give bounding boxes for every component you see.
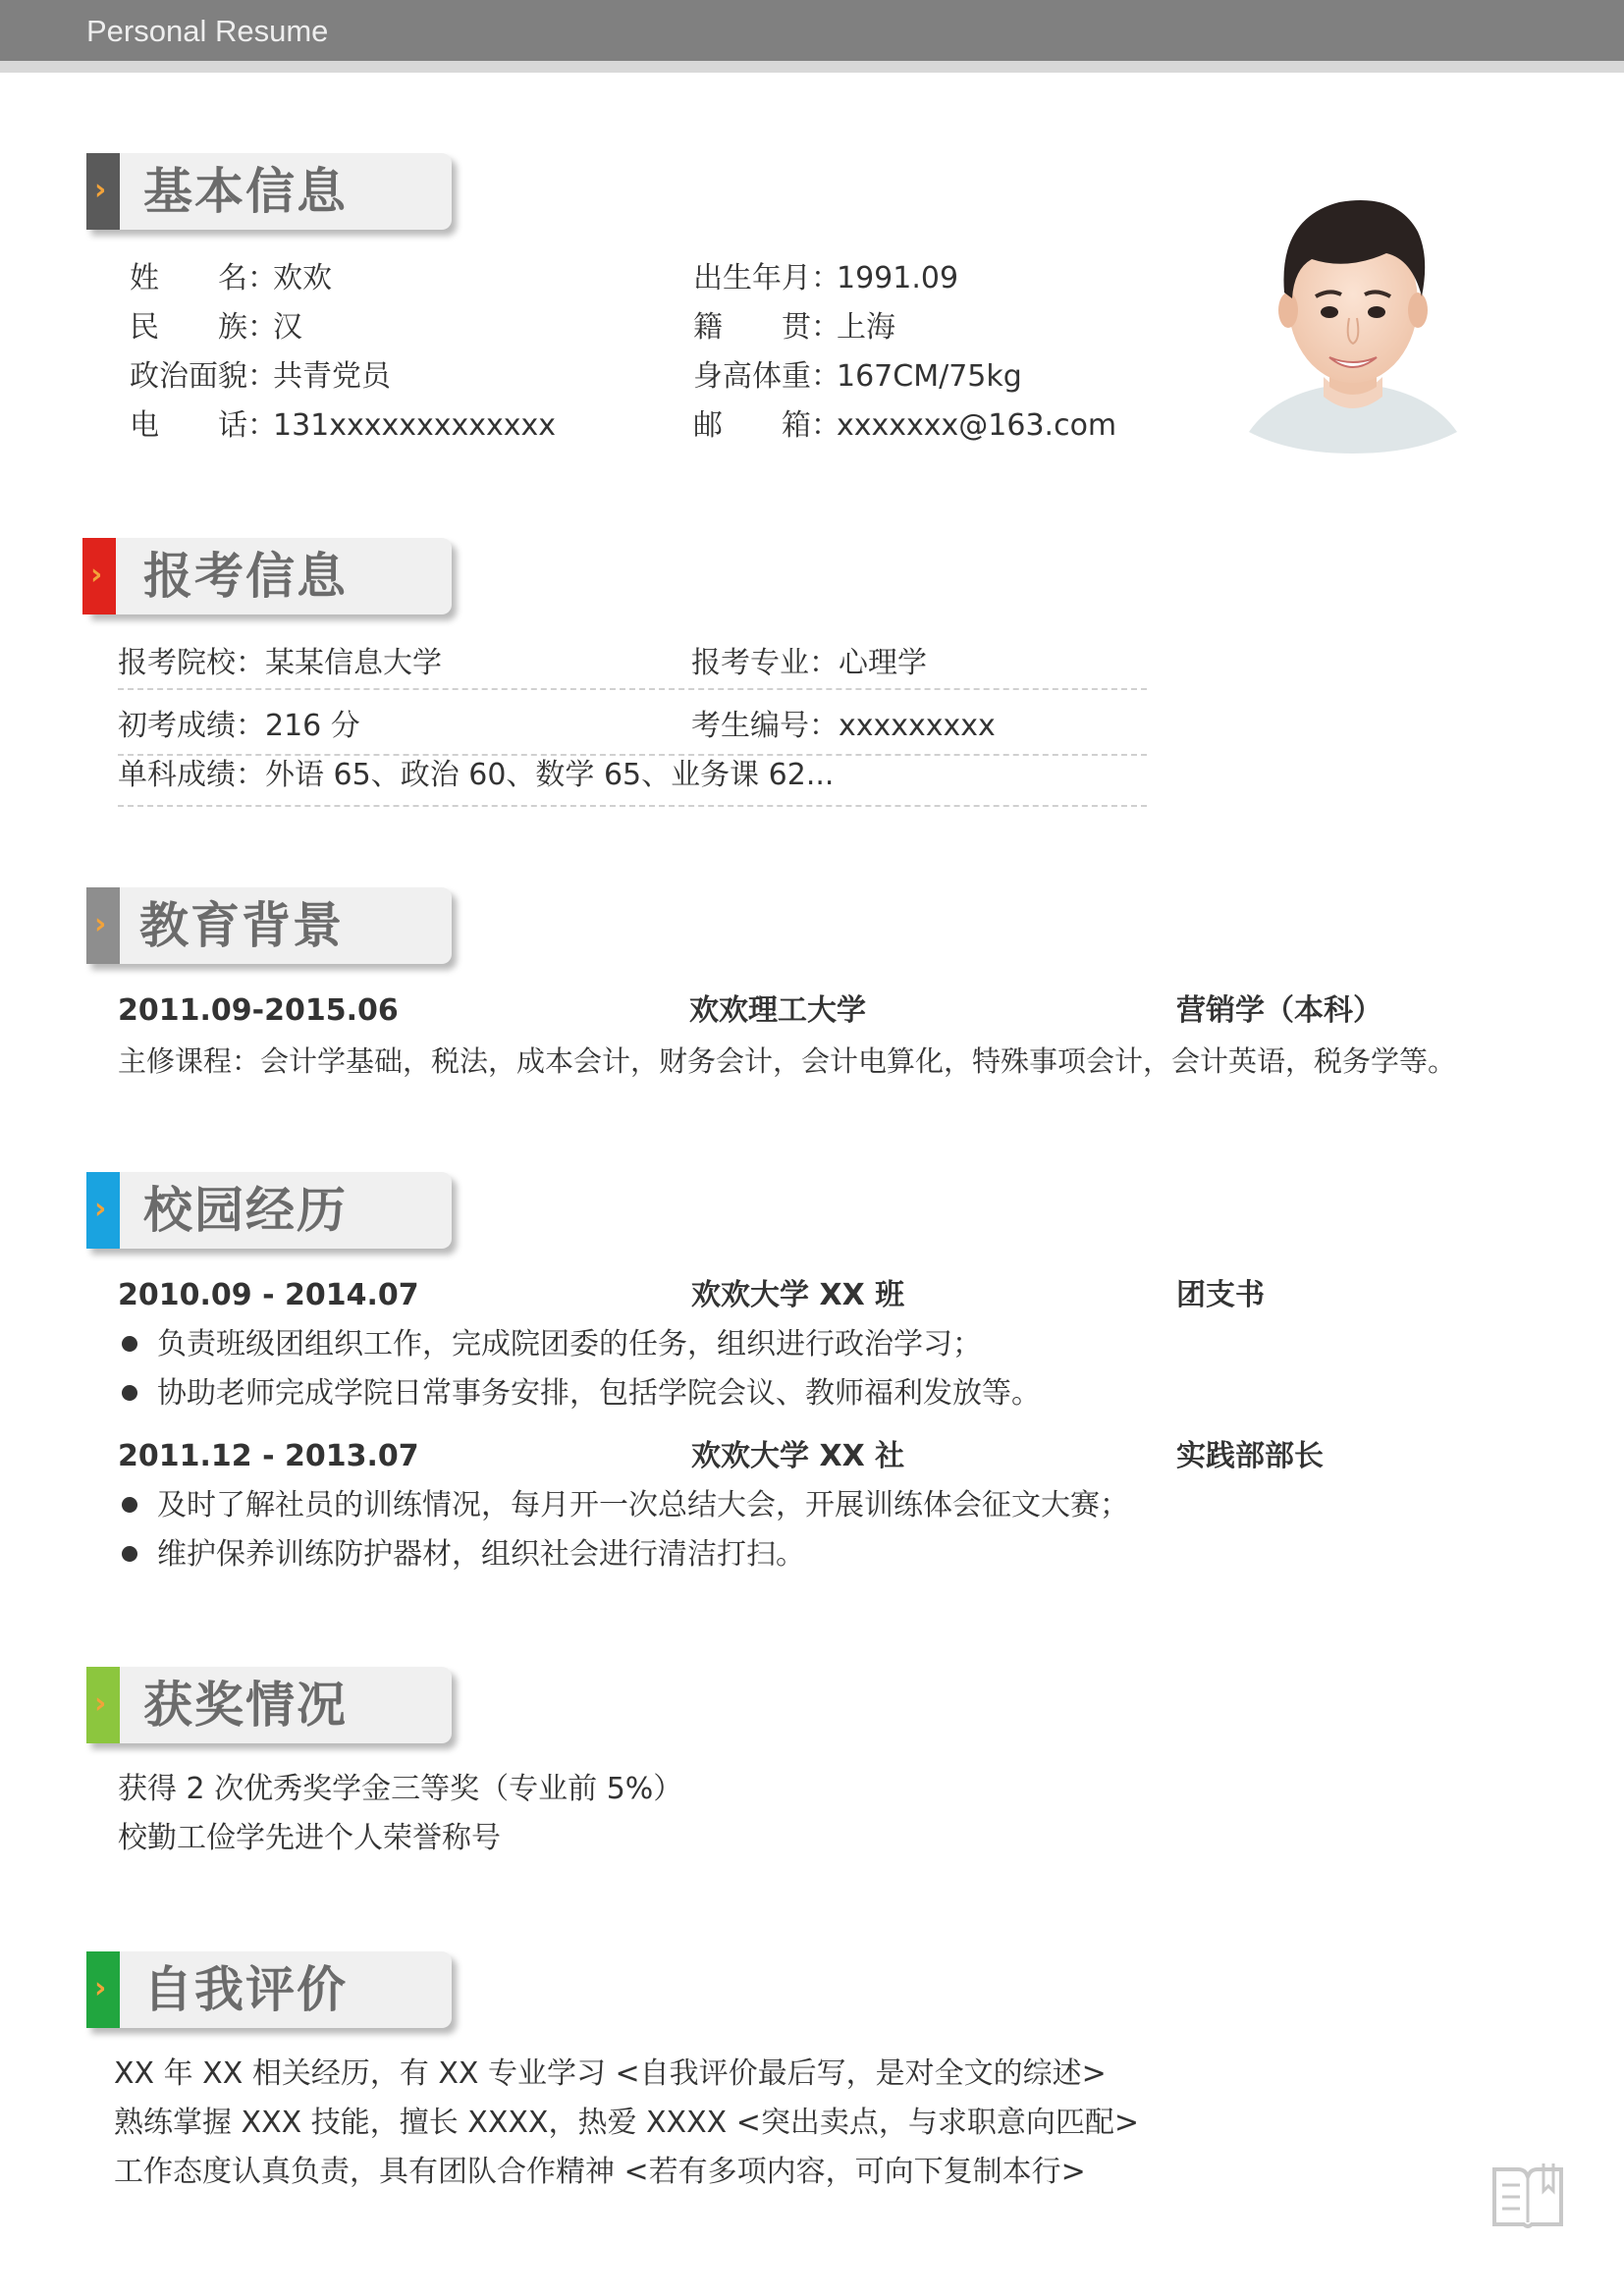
bullet-icon	[122, 1497, 137, 1513]
edu-period: 2011.09-2015.06	[118, 993, 399, 1028]
self-eval-line: 熟练掌握 XXX 技能，擅长 XXXX，热爱 XXXX <突出卖点，与求职意向匹配>	[114, 2106, 1140, 2140]
section-header-awards	[86, 1667, 452, 1743]
campus-org: 欢欢大学 XX 社	[691, 1439, 905, 1473]
section-tab-education	[86, 887, 120, 964]
section-title-campus: 校园经历	[143, 1182, 348, 1239]
self-eval-line: 工作态度认真负责，具有团队合作精神 <若有多项内容，可向下复制本行>	[114, 2155, 1086, 2189]
phone-value: 131xxxxxxxxxxxxx	[273, 408, 557, 443]
section-header-self	[86, 1951, 452, 2028]
native-value: 上海	[837, 310, 895, 345]
section-tab-basic	[86, 153, 120, 230]
header-title: Personal Resume	[86, 14, 329, 48]
section-header-exam	[86, 538, 452, 614]
edu-courses: 主修课程：会计学基础，税法，成本会计，财务会计，会计电算化，特殊事项会计，会计英语，税务学等。	[118, 1044, 1457, 1078]
section-title-education: 教育背景	[139, 897, 344, 954]
dashed-divider	[118, 805, 1147, 807]
phone-label: 电 话：	[130, 408, 277, 443]
exam-major: 报考专业：心理学	[691, 646, 927, 680]
birth-value: 1991.09	[837, 261, 959, 295]
political-label: 政治面貌：	[130, 359, 277, 394]
section-header-education	[86, 887, 452, 964]
chevron-right-icon: ›	[94, 907, 107, 941]
campus-item: 及时了解社员的训练情况，每月开一次总结大会，开展训练体会征文大赛；	[157, 1488, 1129, 1522]
header-divider	[0, 61, 1624, 73]
campus-item: 协助老师完成学院日常事务安排，包括学院会议、教师福利发放等。	[157, 1376, 1041, 1411]
section-title-exam: 报考信息	[143, 548, 348, 605]
body-label: 身高体重：	[693, 359, 840, 394]
bullet-icon	[122, 1336, 137, 1352]
campus-org: 欢欢大学 XX 班	[691, 1278, 905, 1312]
dashed-divider	[118, 688, 1147, 690]
chevron-right-icon: ›	[94, 1192, 107, 1226]
edu-school: 欢欢理工大学	[689, 993, 866, 1028]
name-value: 欢欢	[273, 261, 332, 295]
birth-label: 出生年月：	[693, 261, 840, 295]
campus-period: 2010.09 - 2014.07	[118, 1278, 419, 1312]
native-label: 籍 贯：	[693, 310, 840, 345]
exam-school: 报考院校：某某信息大学	[118, 646, 442, 680]
exam-score: 初考成绩：216 分	[118, 709, 360, 743]
chevron-right-icon: ›	[94, 1971, 107, 2005]
campus-role: 团支书	[1176, 1278, 1265, 1312]
section-tab-campus	[86, 1172, 120, 1249]
chevron-right-icon: ›	[94, 1686, 107, 1721]
campus-period: 2011.12 - 2013.07	[118, 1439, 419, 1473]
political-value: 共青党员	[273, 359, 391, 394]
ethnic-value: 汉	[273, 310, 302, 345]
section-tab-exam	[82, 538, 116, 614]
section-tab-awards	[86, 1667, 120, 1743]
exam-number: 考生编号：xxxxxxxxx	[691, 709, 996, 743]
body-value: 167CM/75kg	[837, 359, 1022, 394]
edu-major: 营销学（本科）	[1176, 993, 1382, 1028]
campus-item: 负责班级团组织工作，完成院团委的任务，组织进行政治学习；	[157, 1327, 982, 1362]
chevron-right-icon: ›	[94, 173, 107, 207]
bullet-icon	[122, 1546, 137, 1562]
self-eval-line: XX 年 XX 相关经历，有 XX 专业学习 <自我评价最后写，是对全文的综述>	[114, 2056, 1107, 2091]
section-title-self: 自我评价	[143, 1961, 348, 2018]
award-item: 获得 2 次优秀奖学金三等奖（专业前 5%）	[118, 1772, 683, 1806]
name-label: 姓 名：	[130, 261, 277, 295]
ethnic-label: 民 族：	[130, 310, 277, 345]
profile-photo	[1239, 175, 1467, 454]
book-icon	[1489, 2156, 1567, 2234]
section-header-campus	[86, 1172, 452, 1249]
exam-subjects: 单科成绩：外语 65、政治 60、数学 65、业务课 62...	[118, 758, 835, 792]
award-item: 校勤工俭学先进个人荣誉称号	[118, 1821, 501, 1855]
section-header-basic	[86, 153, 452, 230]
chevron-right-icon: ›	[90, 558, 103, 592]
bullet-icon	[122, 1385, 137, 1401]
email-value: xxxxxxx@163.com	[837, 408, 1117, 443]
section-title-basic: 基本信息	[143, 163, 348, 220]
campus-item: 维护保养训练防护器材，组织社会进行清洁打扫。	[157, 1537, 805, 1572]
email-label: 邮 箱：	[693, 408, 840, 443]
section-title-awards: 获奖情况	[143, 1677, 348, 1734]
campus-role: 实践部部长	[1176, 1439, 1324, 1473]
section-tab-self	[86, 1951, 120, 2028]
